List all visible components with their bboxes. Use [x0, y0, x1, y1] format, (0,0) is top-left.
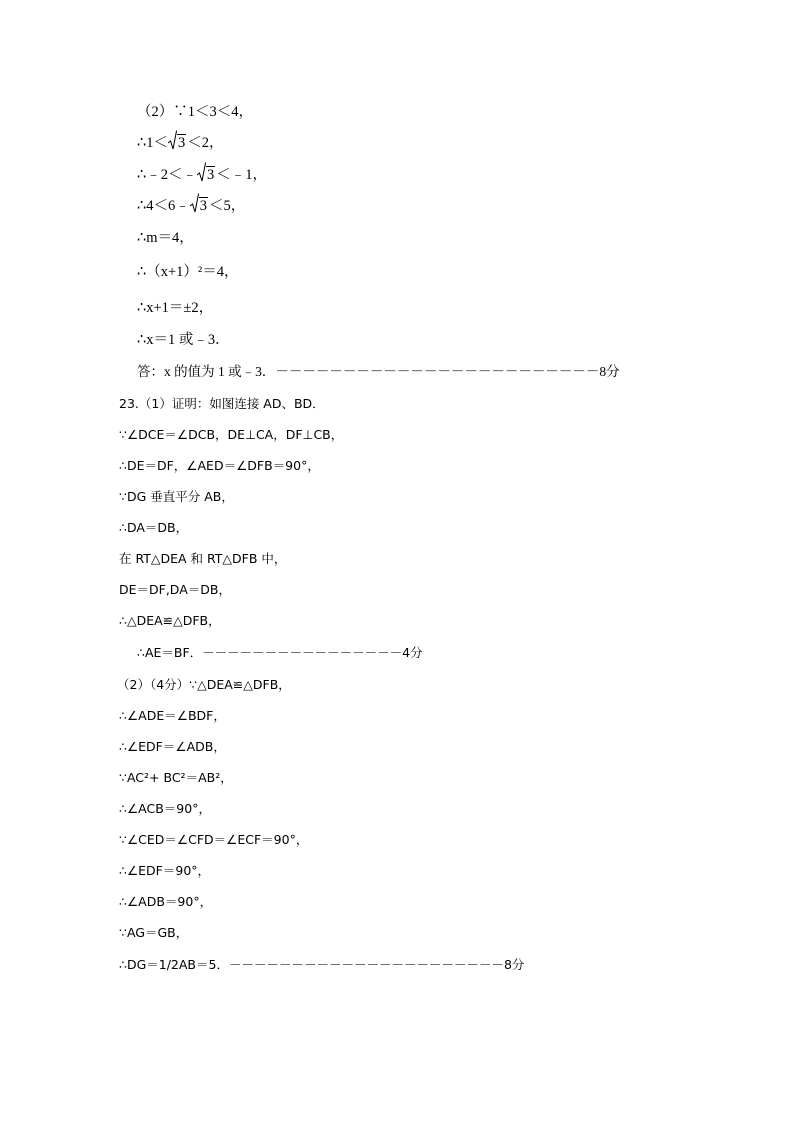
q23-p2-line: ∵∠CED＝∠CFD＝∠ECF＝90°， [119, 832, 309, 847]
q23-p2-line: ∴∠EDF＝∠ADB， [119, 739, 226, 754]
solution-line-3 [137, 165, 267, 185]
line-2-prefix: ∴1＜ [137, 135, 168, 151]
q23-p1-line: ∴△DEA≌△DFB， [119, 613, 221, 628]
radical-sign-icon [168, 130, 177, 151]
line-2-suffix: ＜2， [187, 135, 224, 151]
sqrt-expression [190, 196, 208, 216]
sqrt-expression [197, 165, 215, 185]
solution-line-2 [137, 133, 223, 153]
q23-p2-line: ∵AC²+ BC²＝AB²， [119, 770, 233, 785]
q23-p1-line: ∴DE＝DF，∠AED＝∠DFB＝90°， [119, 458, 320, 473]
q23-p1-line: ∴DA＝DB， [119, 520, 189, 535]
line-4-suffix: ＜5， [208, 198, 246, 214]
q23-p1-line: ∵DG 垂直平分 AB， [119, 489, 234, 504]
q23-p2-line: ∴∠ADE＝∠BDF， [119, 708, 226, 723]
q23-p2-line: ∴∠EDF＝90°， [119, 863, 211, 878]
solution-line-8: ∴x＝1 或﹣3． [137, 332, 230, 348]
solution-line-7: ∴x+1＝±2， [137, 300, 214, 316]
solution-line-1: （2）∵1＜3＜4， [137, 104, 253, 120]
q23-p2-line: ∴∠ACB＝90°， [119, 801, 211, 816]
radicand: 3 [177, 135, 186, 151]
radical-sign-icon [190, 193, 199, 214]
line-3-prefix: ∴﹣2＜﹣ [137, 167, 197, 183]
q23-p1-line: ∵∠DCE＝∠DCB，DE⊥CA，DF⊥CB， [119, 427, 344, 442]
radical-sign-icon [197, 162, 206, 183]
answer-line: 答：x 的值为 1 或﹣3．－－－－－－－－－－－－－－－－－－－－－－－－8分 [137, 364, 620, 379]
q23-p2-line: ∵AG＝GB， [119, 925, 189, 940]
q23-p1-conclusion: ∴AE＝BF．－－－－－－－－－－－－－－－－4分 [137, 645, 423, 660]
q23-p2-line: ∴∠ADB＝90°， [119, 894, 213, 909]
solution-line-5: ∴m＝4， [137, 230, 194, 246]
line-4-prefix: ∴4＜6﹣ [137, 198, 190, 214]
q23-p2-conclusion: ∴DG＝1/2AB＝5．－－－－－－－－－－－－－－－－－－－－－－8分 [119, 957, 525, 972]
solution-line-4 [137, 196, 245, 216]
radicand: 3 [199, 198, 207, 214]
q23-p1-line: 在 RT△DEA 和 RT△DFB 中， [119, 551, 287, 566]
q23-p1-line: DE＝DF,DA＝DB， [119, 582, 231, 597]
radicand: 3 [206, 167, 215, 183]
q23-p2-heading: （2）（4分）∵△DEA≌△DFB， [117, 677, 291, 692]
q23-heading: 23.（1）证明：如图连接 AD、BD． [119, 396, 325, 411]
line-3-suffix: ＜﹣1， [216, 167, 267, 183]
sqrt-expression [168, 133, 186, 153]
solution-line-6: ∴（x+1）²＝4， [137, 264, 239, 280]
